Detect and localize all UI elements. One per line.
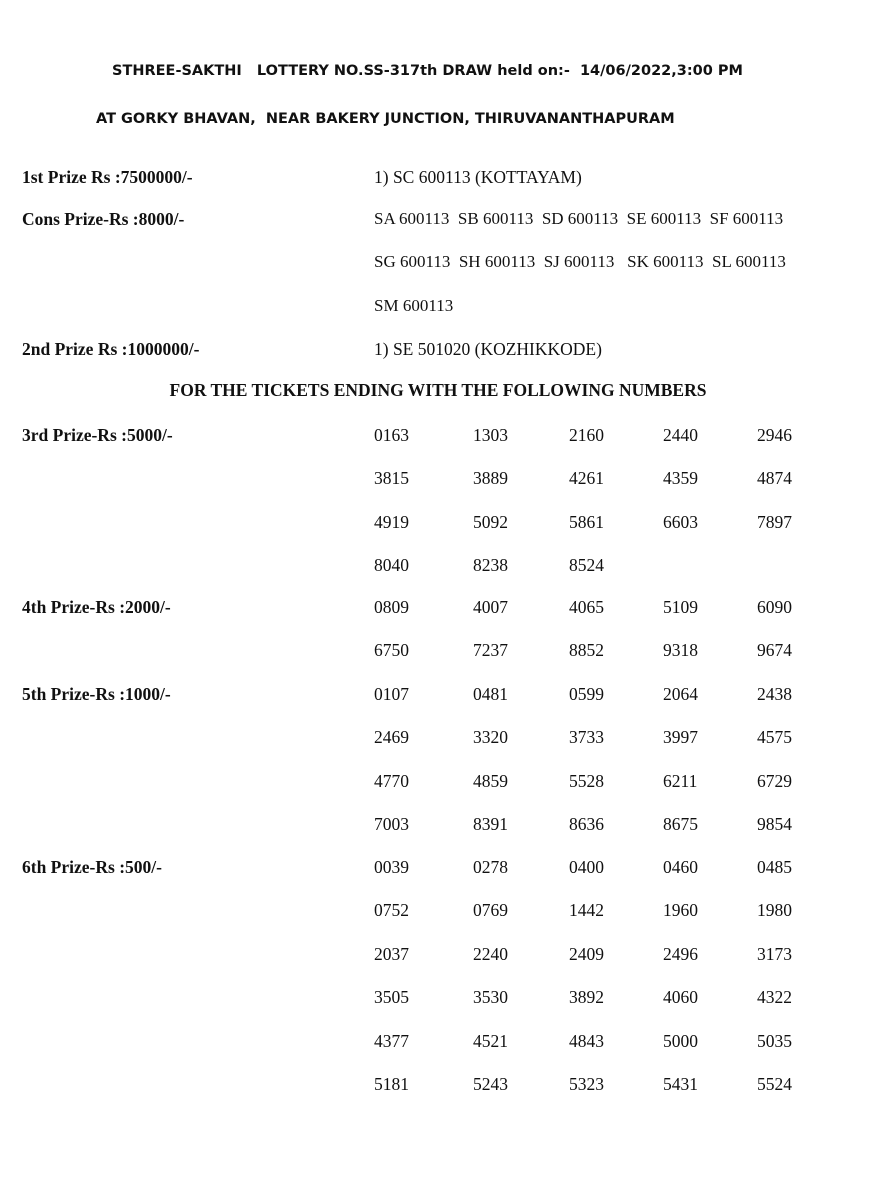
winning-number: 1980 [757, 900, 792, 921]
winning-number: 0752 [374, 900, 409, 921]
winning-number: 2946 [757, 425, 792, 445]
winning-number: 4060 [663, 987, 698, 1008]
winning-number: 8524 [569, 555, 604, 576]
winning-number: 4359 [663, 468, 698, 489]
winning-number: 1303 [473, 425, 508, 445]
winning-number: 5243 [473, 1074, 508, 1094]
winning-number: 2160 [569, 425, 604, 445]
draw-title: STHREE-SAKTHI LOTTERY NO.SS-317th DRAW held on:- 14/06/2022,3:00 PM [112, 63, 743, 79]
winning-number: 7897 [757, 511, 792, 532]
winning-number: 4261 [569, 468, 604, 489]
winning-number: 5035 [757, 1030, 792, 1051]
winning-number: 1442 [569, 900, 604, 921]
winning-number: 6211 [663, 770, 698, 791]
winning-number: 4874 [757, 468, 792, 489]
winning-number: 4007 [473, 597, 508, 617]
winning-number: 3889 [473, 468, 508, 489]
winning-number: 0039 [374, 857, 409, 877]
winning-number: 9674 [757, 640, 792, 661]
winning-number: 0107 [374, 684, 409, 704]
winning-number: 0278 [473, 857, 508, 877]
winning-number: 8636 [569, 814, 604, 835]
winning-number: 4377 [374, 1030, 409, 1051]
winning-number: 3173 [757, 943, 792, 964]
winning-number: 2037 [374, 943, 409, 964]
winning-number: 8391 [473, 814, 508, 835]
winning-number: 4859 [473, 770, 508, 791]
winning-number: 0400 [569, 857, 604, 877]
winning-number: 0485 [757, 857, 792, 877]
winning-number: 0769 [473, 900, 508, 921]
winning-number: 5524 [757, 1074, 792, 1094]
winning-number: 2064 [663, 684, 698, 704]
winning-number: 8040 [374, 555, 409, 576]
fifth-prize-label: 5th Prize-Rs :1000/- [22, 684, 171, 704]
winning-number: 5000 [663, 1030, 698, 1051]
first-prize-label: 1st Prize Rs :7500000/- [22, 167, 193, 187]
winning-number: 9318 [663, 640, 698, 661]
winning-number: 6603 [663, 511, 698, 532]
winning-number: 7003 [374, 814, 409, 835]
winning-number: 7237 [473, 640, 508, 661]
winning-number: 4521 [473, 1030, 508, 1051]
winning-number: 0599 [569, 684, 604, 704]
winning-number: 8852 [569, 640, 604, 661]
winning-number: 3733 [569, 727, 604, 748]
winning-number: 3815 [374, 468, 409, 489]
winning-number: 5431 [663, 1074, 698, 1094]
winning-number: 6090 [757, 597, 792, 617]
winning-number: 2469 [374, 727, 409, 748]
winning-number: 9854 [757, 814, 792, 835]
winning-number: 5528 [569, 770, 604, 791]
winning-number: 5092 [473, 511, 508, 532]
winning-number: 0481 [473, 684, 508, 704]
winning-number: 5181 [374, 1074, 409, 1094]
winning-number: 3997 [663, 727, 698, 748]
cons-prize-line-1: SA 600113 SB 600113 SD 600113 SE 600113 SF 600113 [374, 209, 784, 228]
winning-number: 4770 [374, 770, 409, 791]
winning-number: 2240 [473, 943, 508, 964]
winning-number: 5323 [569, 1074, 604, 1094]
winning-number: 2438 [757, 684, 792, 704]
winning-number: 4843 [569, 1030, 604, 1051]
winning-number: 6750 [374, 640, 409, 661]
winning-number: 6729 [757, 770, 792, 791]
winning-number: 1960 [663, 900, 698, 921]
second-prize-label: 2nd Prize Rs :1000000/- [22, 339, 200, 359]
winning-number: 2496 [663, 943, 698, 964]
winning-number: 0163 [374, 425, 409, 445]
winning-number: 2440 [663, 425, 698, 445]
winning-number: 8238 [473, 555, 508, 576]
winning-number: 0809 [374, 597, 409, 617]
draw-venue: AT GORKY BHAVAN, NEAR BAKERY JUNCTION, THIRUVANANTHAPURAM [96, 111, 675, 127]
winning-number: 3530 [473, 987, 508, 1008]
winning-number: 2409 [569, 943, 604, 964]
winning-number: 8675 [663, 814, 698, 835]
winning-number: 4322 [757, 987, 792, 1008]
winning-number: 3320 [473, 727, 508, 748]
fourth-prize-label: 4th Prize-Rs :2000/- [22, 597, 171, 617]
first-prize-result: 1) SC 600113 (KOTTAYAM) [374, 167, 582, 187]
cons-prize-line-2: SG 600113 SH 600113 SJ 600113 SK 600113 SL 600113 [374, 252, 786, 271]
winning-number: 4575 [757, 727, 792, 748]
ending-numbers-note: FOR THE TICKETS ENDING WITH THE FOLLOWING NUMBERS [169, 380, 707, 400]
cons-prize-line-3: SM 600113 [374, 296, 454, 315]
cons-prize-label: Cons Prize-Rs :8000/- [22, 209, 185, 229]
winning-number: 5109 [663, 597, 698, 617]
winning-number: 4919 [374, 511, 409, 532]
sixth-prize-label: 6th Prize-Rs :500/- [22, 857, 162, 877]
winning-number: 3892 [569, 987, 604, 1008]
winning-number: 5861 [569, 511, 604, 532]
second-prize-result: 1) SE 501020 (KOZHIKKODE) [374, 339, 602, 359]
third-prize-label: 3rd Prize-Rs :5000/- [22, 425, 173, 445]
winning-number: 4065 [569, 597, 604, 617]
winning-number: 0460 [663, 857, 698, 877]
winning-number: 3505 [374, 987, 409, 1008]
